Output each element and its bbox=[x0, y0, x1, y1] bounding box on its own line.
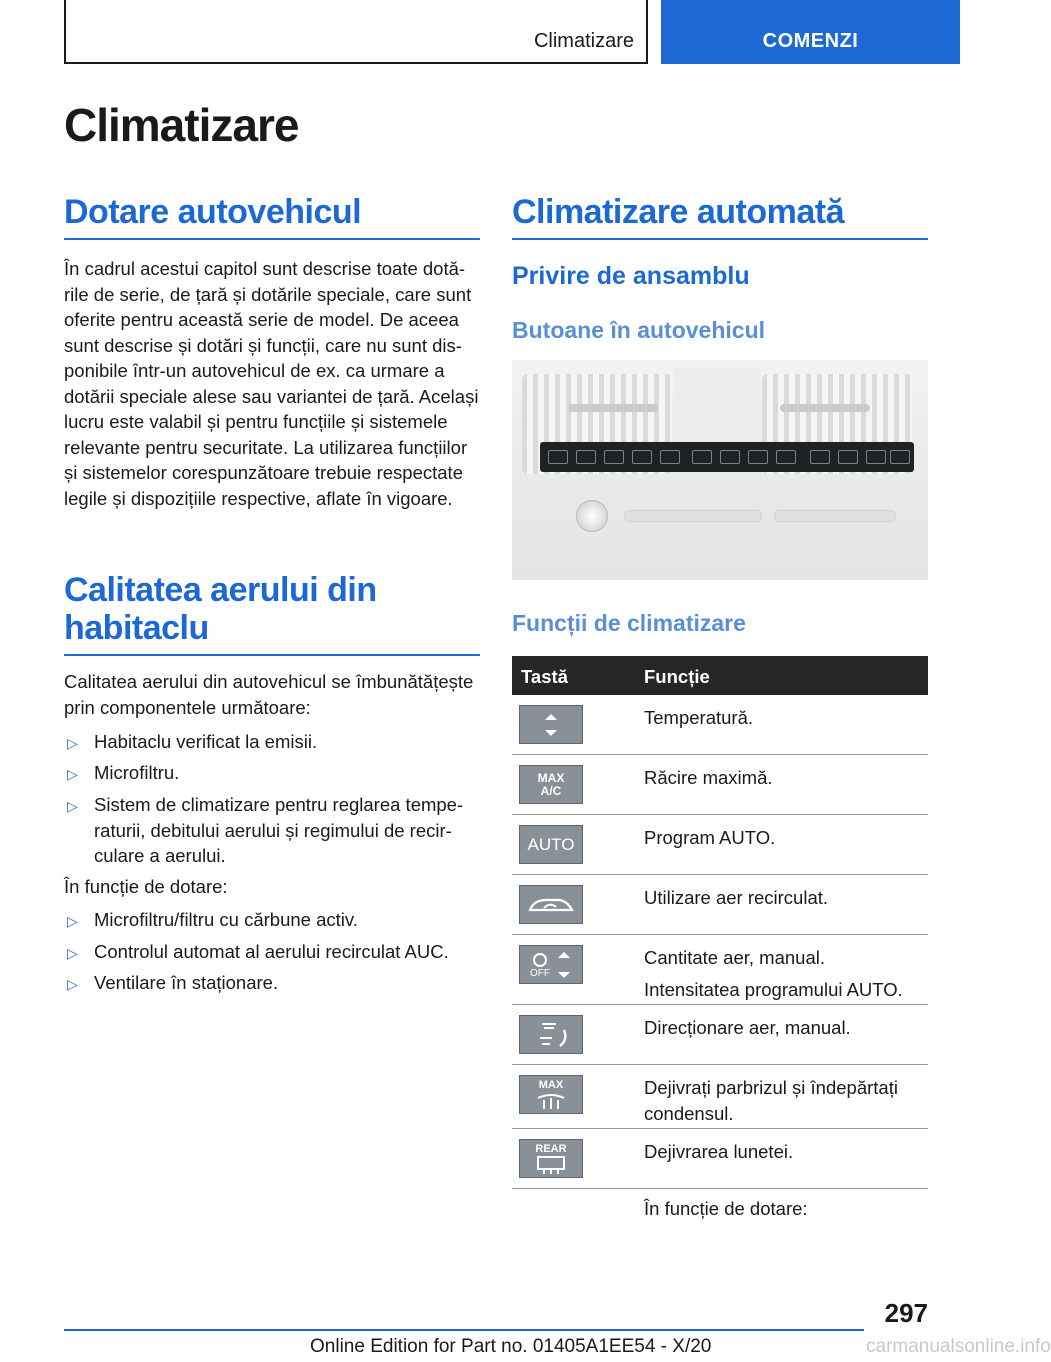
fan-speed-icon bbox=[519, 945, 583, 984]
bullet-triangle-icon: ▷ bbox=[67, 766, 78, 782]
function-text-line: Cantitate aer, manual. bbox=[644, 947, 825, 968]
center-panel bbox=[674, 368, 760, 440]
function-text: Temperatură. bbox=[644, 707, 753, 728]
list-item bbox=[64, 907, 480, 933]
function-text: Program AUTO. bbox=[644, 827, 776, 848]
heading-dotare: Dotare autovehicul bbox=[64, 193, 480, 240]
header-section-box bbox=[64, 0, 648, 64]
list-item bbox=[64, 760, 480, 786]
control-button-strip bbox=[540, 442, 914, 472]
list-item-text: Microfiltru. bbox=[94, 762, 180, 783]
table-header-key: Tastă bbox=[521, 666, 568, 687]
icon-label: OFF bbox=[530, 968, 550, 979]
footer-divider bbox=[64, 1329, 864, 1331]
table-row bbox=[512, 875, 928, 935]
table-row bbox=[512, 695, 928, 755]
control-panel-photo bbox=[512, 360, 928, 580]
list-item-text: Habitaclu verificat la emisii. bbox=[94, 731, 318, 752]
function-text-line: Intensitatea programului AUTO. bbox=[644, 978, 903, 1000]
heading-climatizare-automata: Climatizare automată bbox=[512, 193, 928, 240]
table-row bbox=[512, 755, 928, 815]
table-row bbox=[512, 1065, 928, 1129]
vent-slider bbox=[568, 404, 658, 412]
table-row bbox=[512, 935, 928, 1005]
bullet-triangle-icon: ▷ bbox=[67, 798, 78, 814]
list-item bbox=[64, 729, 480, 755]
table-row bbox=[512, 815, 928, 875]
bullet-triangle-icon: ▷ bbox=[67, 913, 78, 929]
heading-functii: Funcții de climatizare bbox=[512, 610, 746, 636]
bullet-triangle-icon: ▷ bbox=[67, 976, 78, 992]
function-text: Dejivrați parbrizul și îndepărtați condensul. bbox=[644, 1077, 898, 1124]
list-item-text: Ventilare în staționare. bbox=[94, 972, 279, 993]
function-text: Utilizare aer recirculat. bbox=[644, 887, 829, 908]
table-header bbox=[512, 656, 928, 695]
icon-label: MAX bbox=[538, 1079, 564, 1091]
list-item-text: Microfiltru/filtru cu cărbune activ. bbox=[94, 909, 358, 930]
header-section-title: Climatizare bbox=[533, 30, 634, 52]
header-tab-comenzi[interactable] bbox=[661, 0, 960, 64]
list-item-text: Sistem de climatizare pentru reglarea temperaturii, debitului aerului și regimului de recirculare a aerului. bbox=[94, 794, 464, 866]
icon-label: REAR bbox=[535, 1143, 567, 1155]
list-item bbox=[64, 970, 480, 996]
temperature-arrows-icon bbox=[519, 705, 583, 744]
list-item bbox=[64, 939, 480, 965]
list-item bbox=[64, 792, 480, 869]
air-distribution-icon bbox=[519, 1015, 583, 1054]
bullet-triangle-icon: ▷ bbox=[67, 735, 78, 751]
list-item-text: Controlul automat al aerului recirculat AUC. bbox=[94, 941, 449, 962]
table-row bbox=[512, 1005, 928, 1065]
panel-slot bbox=[624, 510, 762, 522]
max-ac-icon bbox=[519, 765, 583, 804]
vent-slider bbox=[780, 404, 870, 412]
heading-privire: Privire de ansamblu bbox=[512, 262, 750, 290]
paragraph-calitate: Calitatea aerului din autovehicul se îmbunătățește prin componentele următoare: bbox=[64, 671, 474, 718]
volume-knob bbox=[576, 500, 608, 532]
function-text: Dejivrarea lunetei. bbox=[644, 1141, 794, 1162]
heading-butoane: Butoane în autovehicul bbox=[512, 317, 766, 343]
function-text: Direcționare aer, manual. bbox=[644, 1017, 851, 1038]
icon-label: MAX A/C bbox=[537, 771, 565, 798]
header-tab-label: COMENZI bbox=[762, 30, 859, 52]
auto-icon bbox=[519, 825, 583, 864]
heading-calitate: Calitatea aerului din habitaclu bbox=[64, 571, 480, 656]
max-defrost-icon bbox=[519, 1075, 583, 1114]
watermark: carmanualsonline.info bbox=[866, 1336, 1051, 1357]
page-number: 297 bbox=[884, 1298, 928, 1328]
table-row bbox=[512, 1129, 928, 1189]
footer-edition: Online Edition for Part no. 01405A1EE54 - X/20 bbox=[310, 1336, 712, 1357]
rear-defrost-icon bbox=[519, 1139, 583, 1178]
after-table-text: În funcție de dotare: bbox=[644, 1198, 808, 1219]
function-text bbox=[644, 945, 928, 1002]
recirculation-icon bbox=[519, 885, 583, 924]
paragraph-dotare: În cadrul acestui capitol sunt descrise toate dotările de serie, de țară și dotările speciale, care sunt oferite pentru această serie de model. De aceea sunt descrise și dotări și funcții, care nu sunt disponibile într-un autovehicul de ex. ca urmare a dotării speciale alese sau variantei de țară. Același lucru este valabil și pentru funcțiile și sistemele relevante pentru securitate. La utilizarea funcțiilor și sistemelor corespunzătoare trebuie respectate legile și dispozițiile respective, aflate în vigoare. bbox=[64, 258, 479, 509]
page-title: Climatizare bbox=[64, 99, 299, 151]
icon-label: AUTO bbox=[527, 835, 575, 854]
table-header-function: Funcție bbox=[644, 666, 710, 687]
bullet-triangle-icon: ▷ bbox=[67, 945, 78, 961]
panel-slot bbox=[774, 510, 896, 522]
paragraph-in-functie: În funcție de dotare: bbox=[64, 876, 228, 897]
function-text: Răcire maximă. bbox=[644, 767, 773, 788]
